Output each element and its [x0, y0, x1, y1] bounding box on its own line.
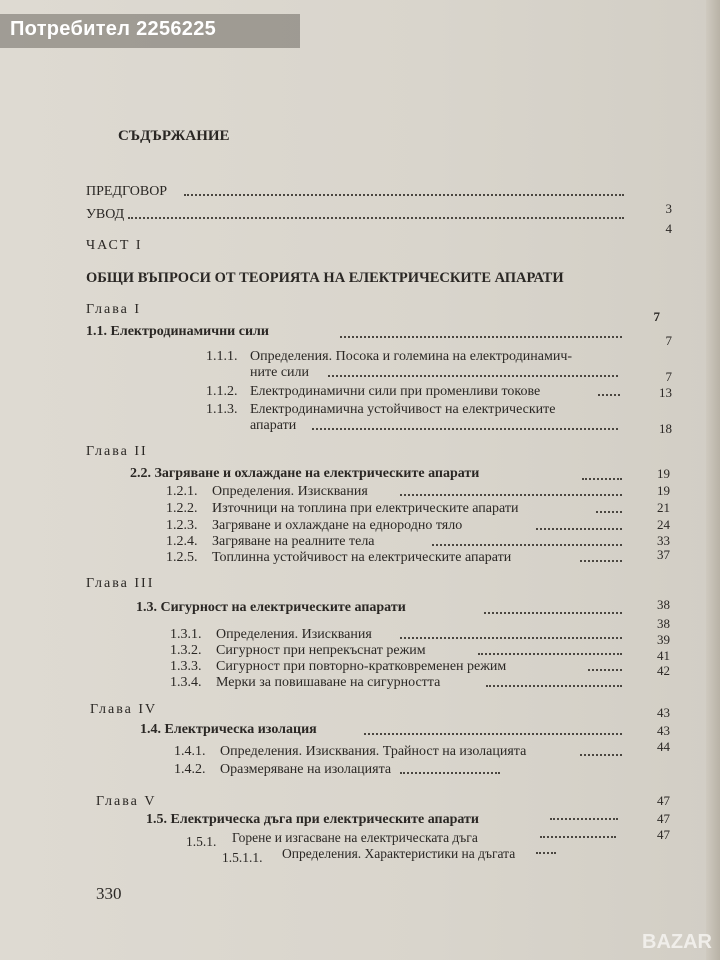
page-ref: 47	[657, 811, 670, 826]
subsection-number: 1.2.3.	[166, 518, 198, 533]
section-number: 1.3.	[136, 600, 157, 615]
leader-dots	[596, 503, 622, 513]
subsection-title: Определения. Посока и големина на електродинамич-	[250, 349, 573, 364]
subsection-title: Сигурност при непрекъснат режим	[216, 643, 426, 658]
subsection-title: Електродинамична устойчивост на електрическите	[250, 402, 556, 417]
section-number: 1.5.	[146, 812, 167, 827]
page-ref: 33	[657, 533, 670, 548]
subsection-title: Топлинна устойчивост на електрическите апарати	[212, 550, 512, 565]
watermark-text: Потребител 2256225	[10, 18, 217, 40]
leader-dots	[400, 764, 500, 774]
subsection-title: Определения. Изисквания. Трайност на изолацията	[220, 744, 527, 759]
page-ref: 7	[665, 333, 672, 348]
subsection-number: 1.1.2.	[206, 384, 238, 399]
page-ref: 3	[665, 201, 672, 216]
leader-dots	[598, 386, 620, 396]
page-ref: 44	[657, 739, 670, 754]
page-ref: 43	[657, 723, 670, 738]
subsection-title: Загряване на реалните тела	[212, 534, 375, 549]
subsection-title: Оразмеряване на изолацията	[220, 762, 392, 777]
page-ref: 24	[657, 517, 670, 532]
subsection-title: Сигурност при повторно-кратковременен режим	[216, 659, 507, 674]
section-title: Загряване и охлаждане на електрическите апарати	[154, 466, 480, 481]
subsection-title: Определения. Характеристики на дъгата	[282, 846, 516, 861]
leader-dots	[340, 328, 622, 338]
page-ref: 19	[657, 466, 670, 481]
page-ref: 4	[665, 221, 672, 236]
page-ref: 38	[657, 616, 670, 631]
section-number: 1.4.	[140, 722, 161, 737]
leader-dots	[400, 486, 622, 496]
page-ref: 47	[657, 793, 670, 808]
section-number: 2.2.	[130, 466, 151, 481]
subsection-title: Електродинамични сили при променливи токове	[250, 384, 541, 399]
subsection-number: 1.1.1.	[206, 349, 238, 364]
leader-dots	[540, 828, 616, 838]
leader-dots	[580, 552, 622, 562]
user-watermark	[0, 14, 300, 48]
part-title: ОБЩИ ВЪПРОСИ ОТ ТЕОРИЯТА НА ЕЛЕКТРИЧЕСКИТЕ АПАРАТИ	[86, 270, 564, 286]
leader-dots	[588, 661, 622, 671]
subsection-number: 1.5.1.1.	[222, 850, 263, 865]
subsection-title: Мерки за повишаване на сигурността	[216, 675, 441, 690]
chapter-label: Глава V	[96, 794, 157, 809]
leader-dots	[582, 470, 622, 480]
page-ref: 13	[659, 385, 672, 400]
leader-dots	[486, 677, 622, 687]
leader-dots	[128, 209, 624, 219]
toc-preface: ПРЕДГОВОР	[86, 184, 168, 199]
page-ref: 37	[657, 547, 670, 562]
page-ref: 38	[657, 597, 670, 612]
page-ref: 7	[665, 369, 672, 384]
leader-dots	[536, 844, 556, 854]
leader-dots	[312, 420, 618, 430]
leader-dots	[364, 725, 622, 735]
section-title: Електрическа изолация	[164, 722, 317, 737]
subsection-number: 1.2.2.	[166, 501, 198, 516]
leader-dots	[536, 520, 622, 530]
chapter-label: Глава II	[86, 444, 148, 459]
page-ref: 21	[657, 500, 670, 515]
page-ref: 41	[657, 648, 670, 663]
subsection-number: 1.2.1.	[166, 484, 198, 499]
chapter-label: Глава I	[86, 302, 142, 317]
page-ref: 19	[657, 483, 670, 498]
subsection-title: Определения. Изисквания	[216, 627, 372, 642]
chapter-label: Глава III	[86, 576, 155, 591]
leader-dots	[478, 645, 622, 655]
subsection-title: Горене и изгасване на електрическата дъга	[232, 830, 478, 845]
subsection-number: 1.5.1.	[186, 834, 217, 849]
toc-title: СЪДЪРЖАНИЕ	[118, 128, 230, 144]
page-ref: 42	[657, 663, 670, 678]
leader-dots	[484, 604, 622, 614]
leader-dots	[550, 810, 618, 820]
leader-dots	[580, 746, 622, 756]
page-ref: 43	[657, 705, 670, 720]
leader-dots	[432, 536, 622, 546]
section-title: Електродинамични сили	[110, 324, 269, 339]
leader-dots	[184, 186, 624, 196]
subsection-number: 1.3.4.	[170, 675, 202, 690]
subsection-number: 1.1.3.	[206, 402, 238, 417]
section-number: 1.1.	[86, 324, 107, 339]
subsection-number: 1.4.2.	[174, 762, 206, 777]
section-title: Сигурност на електрическите апарати	[160, 600, 406, 615]
chapter-marker: 7	[653, 309, 660, 324]
section-title: Електрическа дъга при електрическите апарати	[170, 812, 479, 827]
page-number: 330	[96, 884, 122, 903]
page-edge	[706, 0, 720, 960]
subsection-title: Загряване и охлаждане на еднородно тяло	[212, 518, 463, 533]
subsection-number: 1.4.1.	[174, 744, 206, 759]
toc-intro: УВОД	[86, 207, 125, 222]
subsection-number: 1.2.4.	[166, 534, 198, 549]
leader-dots	[328, 367, 618, 377]
subsection-title-cont: ните сили	[250, 365, 310, 380]
page-ref: 47	[657, 827, 670, 842]
part-label: ЧАСТ I	[86, 238, 143, 253]
site-logo: BAZAR	[642, 931, 712, 953]
leader-dots	[400, 629, 622, 639]
page-ref: 39	[657, 632, 670, 647]
chapter-label: Глава IV	[90, 702, 158, 717]
subsection-number: 1.3.2.	[170, 643, 202, 658]
subsection-title: Определения. Изисквания	[212, 484, 368, 499]
subsection-title: Източници на топлина при електрическите апарати	[212, 501, 519, 516]
subsection-number: 1.3.1.	[170, 627, 202, 642]
page-ref: 18	[659, 421, 672, 436]
subsection-number: 1.2.5.	[166, 550, 198, 565]
subsection-title-cont: апарати	[250, 418, 297, 433]
subsection-number: 1.3.3.	[170, 659, 202, 674]
